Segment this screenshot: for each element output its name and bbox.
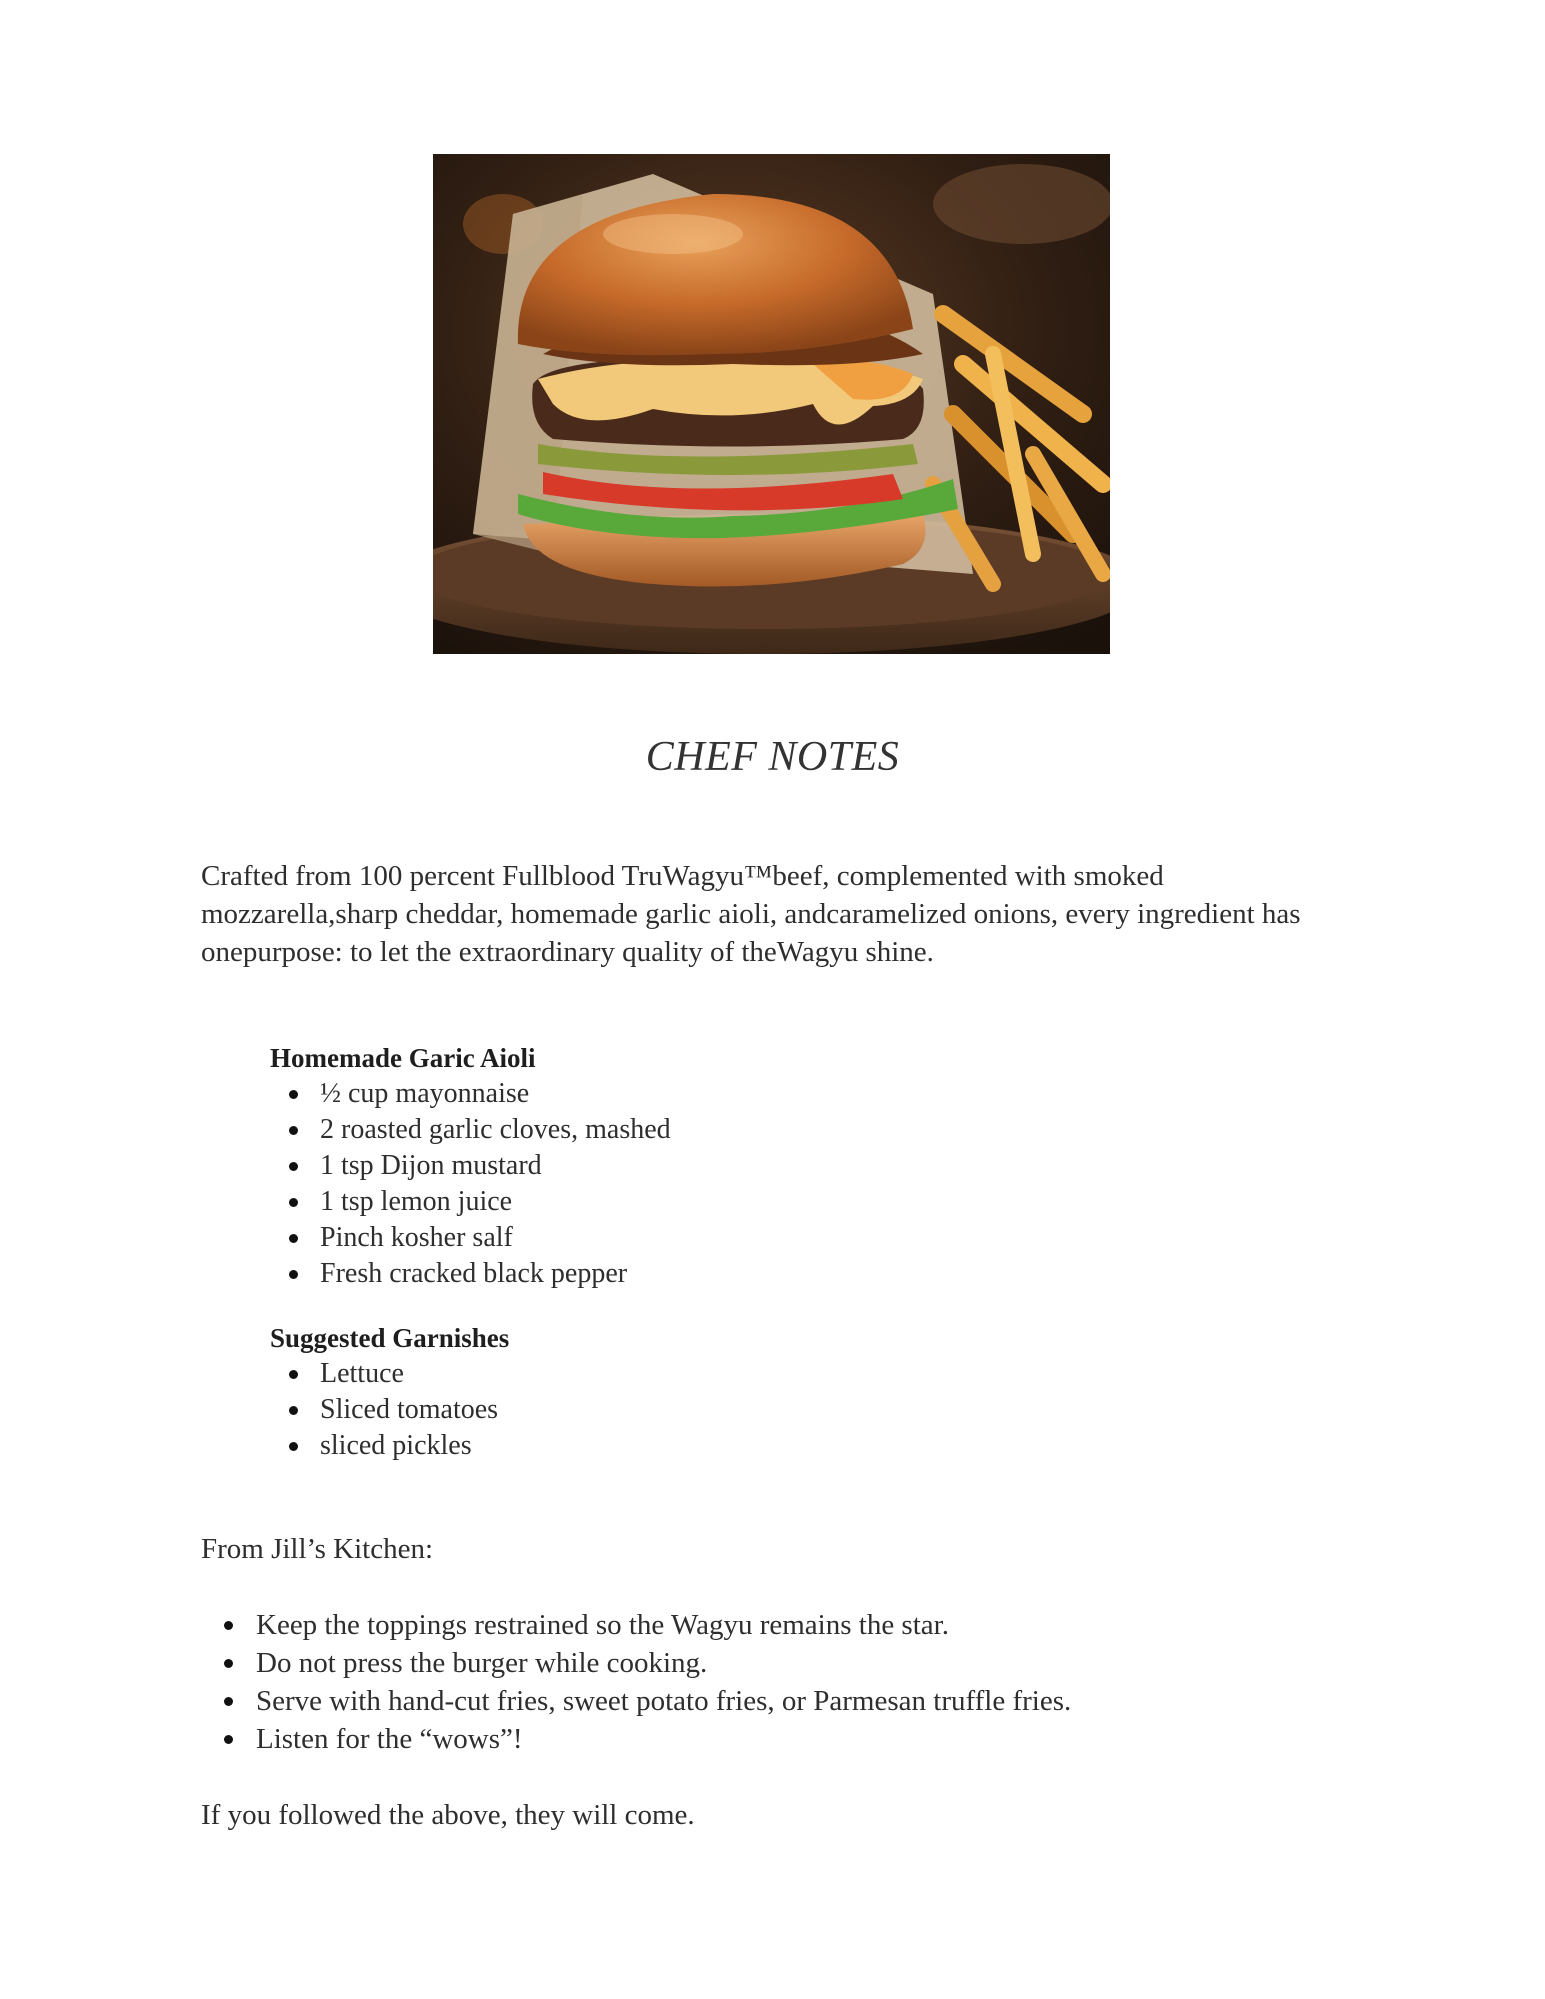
garnish-heading: Suggested Garnishes — [270, 1323, 510, 1353]
garnish-section — [270, 1320, 970, 1464]
kitchen-tips-list — [201, 1606, 1456, 1758]
list-item: 1 tsp lemon juice — [320, 1184, 970, 1220]
list-item: Keep the toppings restrained so the Wagyu remains the star. — [256, 1606, 1456, 1644]
list-item: Listen for the “wows”! — [256, 1720, 1456, 1758]
aioli-ingredient-list — [270, 1076, 970, 1292]
list-item: 2 roasted garlic cloves, mashed — [320, 1112, 970, 1148]
list-item: Lettuce — [320, 1356, 970, 1392]
list-item: 1 tsp Dijon mustard — [320, 1148, 970, 1184]
list-item: Sliced tomatoes — [320, 1392, 970, 1428]
list-item: Pinch kosher salf — [320, 1220, 970, 1256]
aioli-section — [270, 1040, 970, 1292]
intro-paragraph: Crafted from 100 percent Fullblood TruWagyu™beef, complemented with smoked mozzarella,sharp cheddar, homemade garlic aioli, andcaramelized onions, every ingredient has onepurpose: to let the extraordinary quality of theWagyu shine. — [201, 860, 1301, 968]
list-item: Serve with hand-cut fries, sweet potato fries, or Parmesan truffle fries. — [256, 1682, 1456, 1720]
garnish-list — [270, 1356, 970, 1464]
list-item: ½ cup mayonnaise — [320, 1076, 970, 1112]
aioli-heading: Homemade Garic Aioli — [270, 1043, 536, 1073]
list-item: Do not press the burger while cooking. — [256, 1644, 1456, 1682]
list-item: sliced pickles — [320, 1428, 970, 1464]
burger-photo — [433, 154, 1110, 654]
kitchen-label: From Jill’s Kitchen: — [201, 1533, 433, 1565]
page-title: CHEF NOTES — [645, 734, 900, 780]
list-item: Fresh cracked black pepper — [320, 1256, 970, 1292]
closing-line: If you followed the above, they will come. — [201, 1799, 695, 1831]
